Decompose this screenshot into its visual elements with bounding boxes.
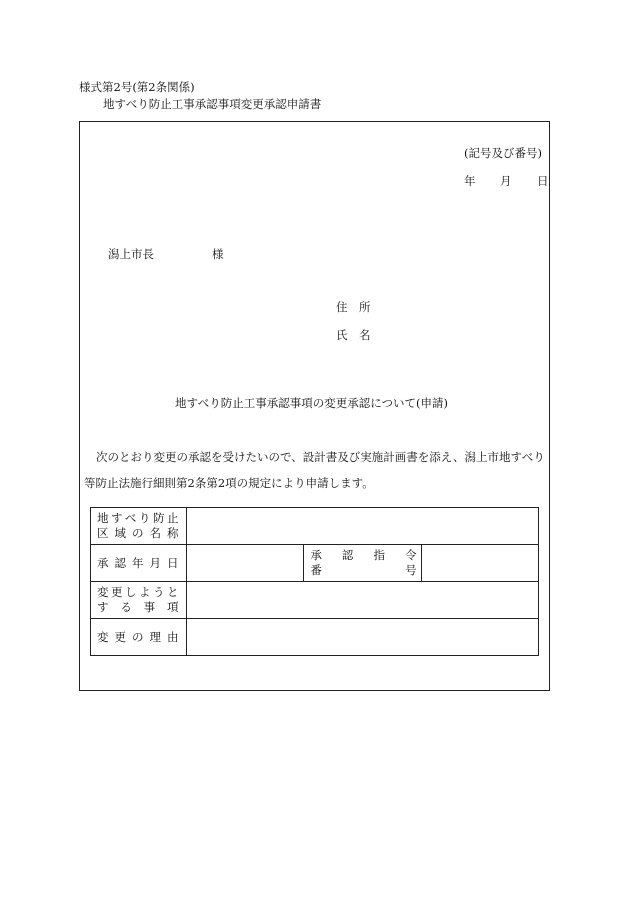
honorific: 様 xyxy=(212,247,224,261)
approval-order-number-field[interactable] xyxy=(421,545,538,582)
body-text-line-2: 等防止法施行細則第2条第2項の規定により申請します。 xyxy=(84,476,374,490)
date-year: 年 xyxy=(464,174,476,188)
table-row xyxy=(91,582,539,619)
approval-order-number-label: 承認指令 番号 xyxy=(304,545,421,582)
form-title: 地すべり防止工事承認事項変更承認申請書 xyxy=(103,97,322,111)
date-month: 月 xyxy=(500,174,512,188)
table-row xyxy=(91,545,539,582)
name-label: 氏 名 xyxy=(336,328,371,342)
change-reason-field[interactable] xyxy=(187,619,539,656)
approval-date-field[interactable] xyxy=(187,545,304,582)
subject-line: 地すべり防止工事承認事項の変更承認について(申請) xyxy=(175,396,449,410)
change-matter-field[interactable] xyxy=(187,582,539,619)
table-row xyxy=(91,619,539,656)
approval-date-label: 承認年月日 xyxy=(91,545,187,582)
address-label: 住 所 xyxy=(336,300,371,314)
change-matter-label: 変更しようと する事項 xyxy=(91,582,187,619)
table-row xyxy=(91,508,539,545)
body-text-line-1: 次のとおり変更の承認を受けたいので、設計書及び実施計画書を添え、潟上市地すべり xyxy=(96,450,545,464)
area-name-label: 地すべり防止 区域の名称 xyxy=(91,508,187,545)
change-reason-label: 変更の理由 xyxy=(91,619,187,656)
area-name-field[interactable] xyxy=(187,508,539,545)
reference-number: (記号及び番号) xyxy=(464,146,542,160)
form-number: 様式第2号(第2条関係) xyxy=(79,80,195,94)
date-day: 日 xyxy=(537,174,549,188)
addressee: 潟上市長 xyxy=(108,247,154,261)
application-table xyxy=(90,507,539,656)
